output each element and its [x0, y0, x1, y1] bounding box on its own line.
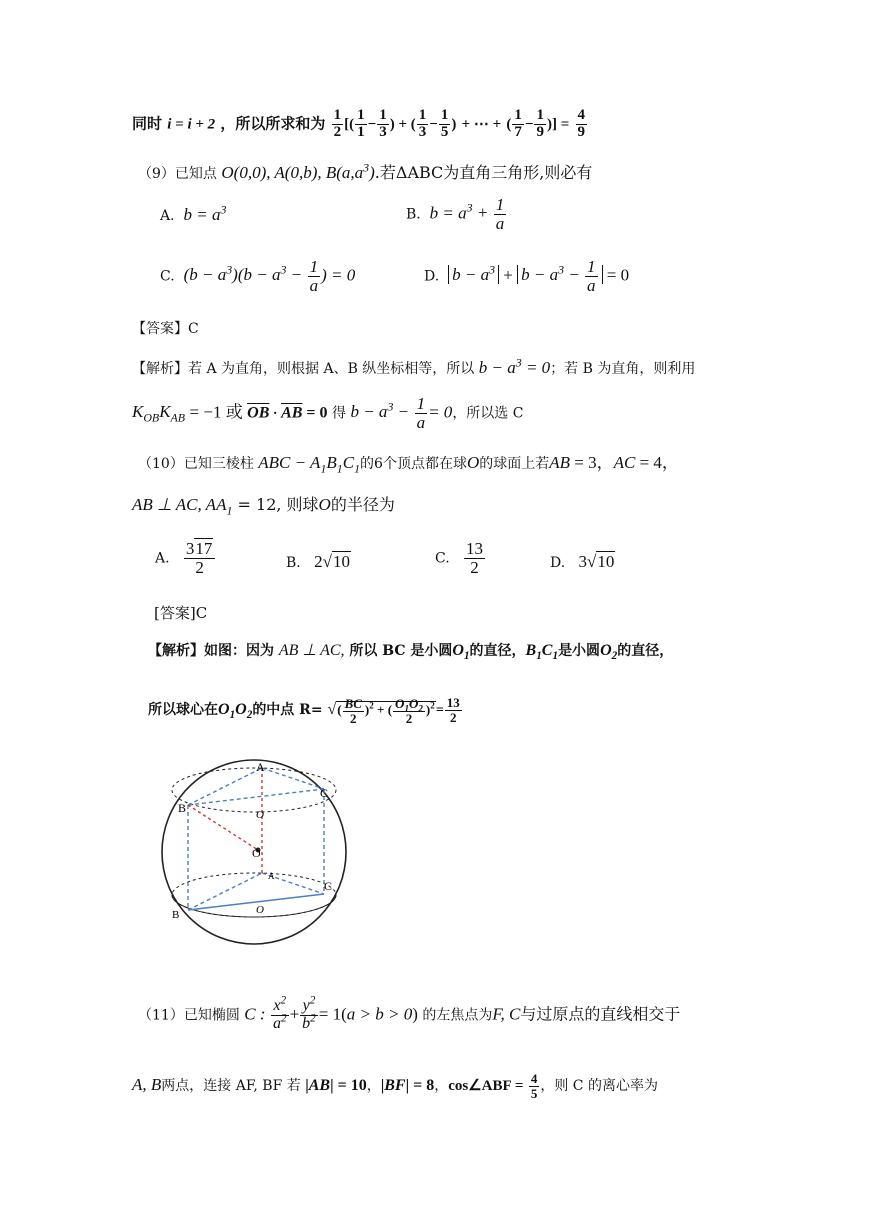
label-o2: O	[256, 904, 264, 916]
sphere-prism-figure	[150, 755, 360, 945]
label-a: A	[256, 760, 265, 774]
q10-analysis-line1: 【解析】如图：因为 AB ⊥ AC, 所以 BC 是小圆$O_1$的直径，$B_1C_1$是小圆$O_2$的直径，	[148, 642, 674, 663]
iteration-eq: i = i + 2	[167, 116, 216, 133]
q10-stem-line2: AB ⊥ AC, $AA_1 = 12$, 则球O的半径为	[132, 495, 395, 518]
q10-answer: [答案]C	[154, 604, 208, 622]
q11-stem-line1: （11）已知椭圆 C : $\frac{x^2}{a^2}$ + $\frac{y^2}{b^2}$ = 1(a > b > 0) 的左焦点为F, C与过原点的直线相交于	[138, 994, 681, 1032]
q9-option-a: A. $b = a^3$	[160, 202, 227, 224]
q10-option-a: A. $\frac{317}{2}$	[155, 540, 216, 577]
label-c1: C	[324, 879, 333, 893]
q10-option-c: C. $\frac{13}{2}$	[435, 539, 484, 577]
label-o: O	[252, 846, 261, 860]
label-o1: O	[256, 809, 264, 821]
label-a1: A	[268, 871, 275, 881]
label-b: B	[178, 801, 187, 815]
fraction: $\frac{1}{2}$	[333, 107, 342, 140]
q9-option-c: C. $(b - a^3)(b - a^3$ − $\frac{1}{a}$ ) = 0	[160, 257, 356, 295]
q9-analysis-line2: $K_{OB}K_{AB} = -1$ 或 $\overline{OB} \cdot \overline{AB} = 0$ 得 $b - a^3$ − $\frac{1}{a}$ = 0，所以选 C	[132, 394, 524, 432]
label-b1: B	[172, 909, 180, 921]
q10-analysis-line2: 所以球心在$O_1O_2$的中点 R= √( $\frac{BC}{2}$ )$^2$ + ( $\frac{O_1O_2}{2}$ )$^2$= $\frac{13}{2}$	[148, 695, 460, 726]
q9-stem: （9）已知点 O(0,0), A(0,b), $B(a,a^3)$.若ΔABC为直角三角形,则必有	[138, 160, 593, 182]
top-circle-back	[172, 768, 336, 812]
q11-stem-line2: A, B两点，连接 AF, BF 若 |AB| = 10，|BF| = 8，cos∠ABF = $\frac{4}{5}$ ，则 C 的离心率为	[132, 1071, 658, 1101]
q10-option-b: B. 2√10	[286, 552, 350, 571]
q9-option-d: D. $b - a^3 + b - a^3$ − $\frac{1}{a}$ = 0	[424, 257, 630, 295]
q9-analysis-line1: 【解析】若 A 为直角，则根据 A、B 纵坐标相等，所以 $b - a^3 = 0$；若 B 为直角，则利用	[132, 355, 696, 377]
q10-stem-line1: （10）已知三棱柱 ABC − $A_1B_1C_1$的6个顶点都在球O的球面上若AB = 3，AC = 4，	[138, 453, 679, 476]
line1: 同时 i = i + 2 ，所以所求和为 $\frac{1}{2}$ [( $\frac{1}{1}$ − $\frac{1}{3}$ ) + ( $\frac{1}{3}$ − $\frac{1}{5}$ ) + ⋯ + ( $\frac{1}{7}$ − $\frac{1}{9}$ )] = $\frac{4}{9}$	[132, 107, 586, 140]
q9-answer: 【答案】C	[132, 321, 199, 337]
q9-option-b: B. $b = a^3$ + $\frac{1}{a}$	[406, 195, 505, 233]
label-c: C	[320, 786, 329, 800]
q10-option-d: D. 3√10	[550, 552, 615, 571]
